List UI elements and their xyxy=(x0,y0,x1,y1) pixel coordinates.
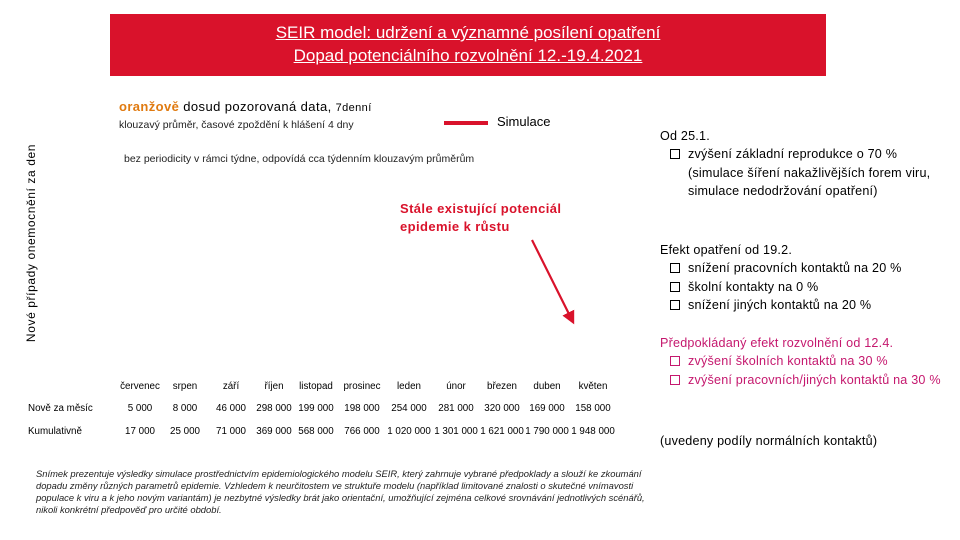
table-cell: 281 000 xyxy=(438,403,474,414)
checkbox-bullet-icon xyxy=(670,263,680,273)
arrow-line xyxy=(532,240,573,322)
table-cell: 169 000 xyxy=(529,403,565,414)
block2-title: Efekt opatření od 19.2. xyxy=(660,243,793,257)
block3-item xyxy=(660,371,950,389)
block1-item-text: zvýšení základní reprodukce o 70 % (simulace šíření nakažlivějších forem viru, simulace nedodržování opatření) xyxy=(688,147,931,199)
table-row xyxy=(28,420,616,443)
table-cell: 71 000 xyxy=(216,426,246,437)
checkbox-bullet-icon xyxy=(670,356,680,366)
table-cell: 1 301 000 xyxy=(434,426,478,437)
table-cell: 8 000 xyxy=(172,403,198,414)
table-cell: 298 000 xyxy=(256,403,292,414)
month-header: září xyxy=(222,380,240,392)
legend-periodicity-note: bez periodicity v rámci týdne, odpovídá cca týdenním klouzavým průměrům xyxy=(124,153,475,165)
title-line-2: Dopad potenciálního rozvolnění 12.-19.4.2021 xyxy=(293,46,643,65)
checkbox-bullet-icon xyxy=(670,300,680,310)
block2-item xyxy=(660,296,950,314)
table-cell: 369 000 xyxy=(256,426,292,437)
legend-simulation-label: Simulace xyxy=(497,114,551,129)
month-header: listopad xyxy=(299,380,333,392)
month-header: březen xyxy=(487,380,517,392)
growth-potential-annotation: Stále existující potenciál epidemie k růstu xyxy=(400,201,562,234)
block3-item xyxy=(660,352,950,370)
legend-seven-day: 7denní xyxy=(335,102,372,114)
table-cell: 766 000 xyxy=(344,426,380,437)
table-corner xyxy=(28,375,118,397)
table-cell: 1 020 000 xyxy=(387,426,431,437)
block2-item-text: snížení jiných kontaktů na 20 % xyxy=(688,298,872,313)
sidebar-block-3 xyxy=(660,334,950,389)
table-cell: 198 000 xyxy=(344,403,380,414)
month-header: duben xyxy=(533,380,561,392)
legend-observed-detail: klouzavý průměr, časové zpoždění k hlášení 4 dny xyxy=(119,119,354,131)
block1-item xyxy=(660,145,950,200)
sidebar-block-2 xyxy=(660,241,950,315)
legend-observed-highlight: oranžově xyxy=(119,99,180,114)
month-header: únor xyxy=(446,380,466,392)
block2-item-text: snížení pracovních kontaktů na 20 % xyxy=(688,261,902,276)
block3-item-text: zvýšení pracovních/jiných kontaktů na 30 % xyxy=(688,372,941,387)
table-cell: 25 000 xyxy=(170,426,200,437)
month-header: červenec xyxy=(120,380,160,392)
row-label: Kumulativně xyxy=(28,426,82,437)
table-cell: 17 000 xyxy=(125,426,155,437)
monthly-cases-table xyxy=(28,375,616,443)
table-cell: 320 000 xyxy=(484,403,520,414)
y-axis-label-text: Nové případy onemocnění za den xyxy=(24,143,38,342)
month-header: leden xyxy=(397,380,421,392)
checkbox-bullet-icon xyxy=(670,149,680,159)
table-cell: 254 000 xyxy=(391,403,427,414)
block2-item xyxy=(660,278,950,296)
block2-item-text: školní kontakty na 0 % xyxy=(688,279,819,294)
table-cell: 158 000 xyxy=(575,403,611,414)
month-header: prosinec xyxy=(343,380,381,392)
table-cell: 1 948 000 xyxy=(571,426,615,437)
table-cell: 46 000 xyxy=(216,403,246,414)
table-row xyxy=(28,397,616,420)
table-cell: 568 000 xyxy=(298,426,334,437)
table-cell: 1 790 000 xyxy=(525,426,569,437)
sidebar-note: (uvedeny podíly normálních kontaktů) xyxy=(660,434,878,448)
footnote: Snímek prezentuje výsledky simulace prostřednictvím epidemiologického modelu SEIR, který zahrnuje vybrané předpoklady a slouží ke zkoumání dopadu změny různých parametrů epidemie. Vzhledem k neurčitostem ve struktuře modelu (například limitované znalosti o skutečné vnímavosti populace k viru a k jeho novým variantám) je nezbytné výsledky brát jako orientační, umožňující zejména celkové srovnávání jednotlivých scénářů, nikoli konkrétní předpověď pro určité období. xyxy=(36,468,645,515)
month-header: srpen xyxy=(172,380,198,392)
month-header: říjen xyxy=(264,380,284,392)
row-label: Nově za měsíc xyxy=(28,403,93,414)
table-cell: 5 000 xyxy=(127,403,153,414)
block3-item-text: zvýšení školních kontaktů na 30 % xyxy=(688,354,888,369)
checkbox-bullet-icon xyxy=(670,282,680,292)
sidebar-block-1 xyxy=(660,127,950,201)
block1-title: Od 25.1. xyxy=(660,129,710,143)
table-header-row xyxy=(28,375,616,397)
table-cell: 1 621 000 xyxy=(480,426,524,437)
month-header: květen xyxy=(578,380,608,392)
block3-title: Předpokládaný efekt rozvolnění od 12.4. xyxy=(660,336,894,350)
title-line-1: SEIR model: udržení a významné posílení opatření xyxy=(275,23,661,42)
checkbox-bullet-icon xyxy=(670,375,680,385)
table-cell: 199 000 xyxy=(298,403,334,414)
legend-observed-text: dosud pozorovaná data, xyxy=(183,99,332,114)
block2-item xyxy=(660,259,950,277)
